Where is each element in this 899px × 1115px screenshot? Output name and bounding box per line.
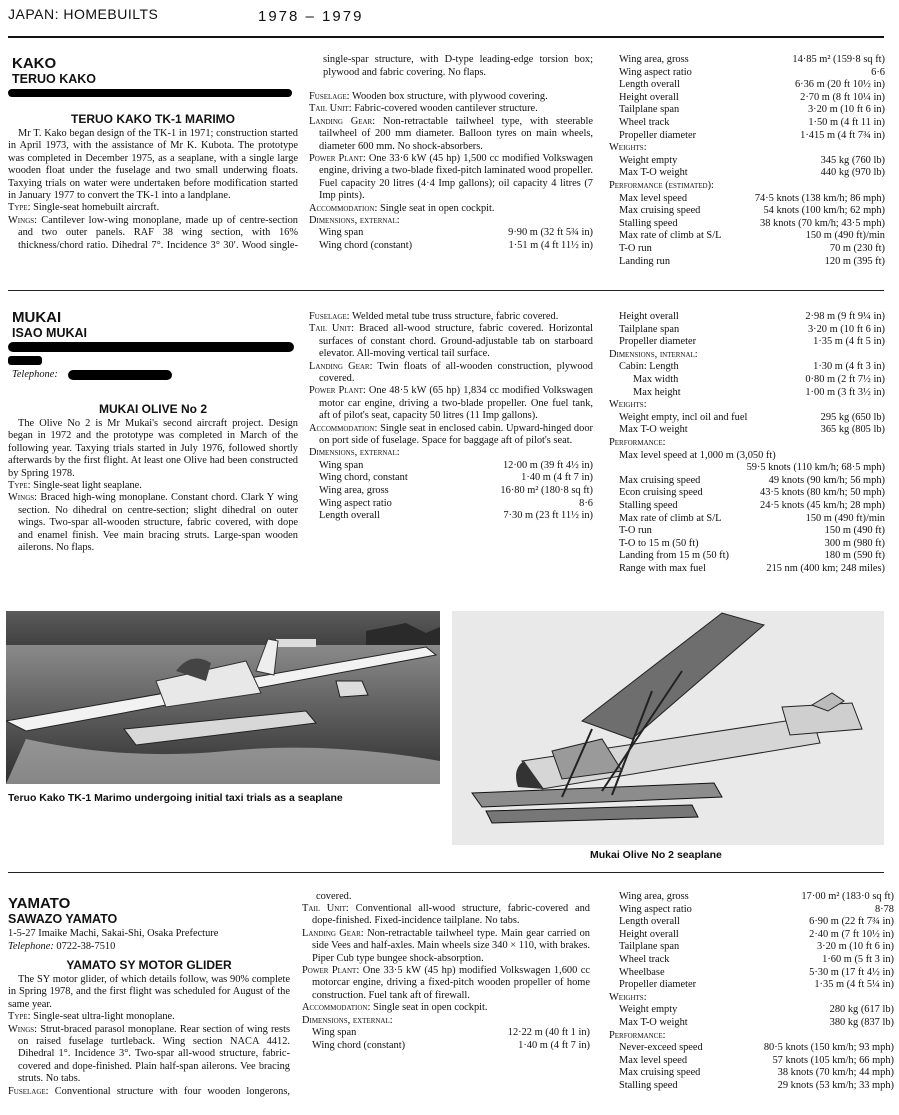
kako-wings-cont: single-spar structure, with D-type leading-edge torsion box; plywood and fabric covering. No flaps.	[323, 54, 593, 78]
company-heading-yamato: YAMATO	[8, 895, 71, 912]
spec-row: Stalling speed 38 knots (70 km/h; 43·5 mph)	[619, 217, 885, 229]
aircraft-title-yamato: YAMATO SY MOTOR GLIDER	[66, 958, 232, 972]
spec-row: Wheel track 1·50 m (4 ft 11 in)	[619, 116, 885, 128]
spec-row: Wing area, gross 17·00 m² (183·0 sq ft)	[619, 891, 894, 902]
spec-row: Wing area, gross 14·85 m² (159·8 sq ft)	[619, 54, 885, 65]
spec-row: Max height 1·00 m (3 ft 3½ in)	[633, 386, 885, 398]
mukai-dims-label: Dimensions, external:	[309, 447, 400, 459]
yamato-perf-label: Performance:	[609, 1029, 666, 1041]
kako-perf-label: Performance (estimated):	[609, 179, 714, 191]
spec-row: Never-exceed speed 80·5 knots (150 km/h; 93 mph)	[619, 1042, 894, 1054]
spec-row: Tailplane span 3·20 m (10 ft 6 in)	[619, 104, 885, 116]
spec-row: Max cruising speed 38 knots (70 km/h; 44 mph)	[619, 1067, 894, 1079]
spec-row: Wheelbase 5·30 m (17 ft 4½ in)	[619, 966, 894, 978]
spec-row: Max level speed 74·5 knots (138 km/h; 86 mph)	[619, 192, 885, 204]
yamato-weights-label: Weights:	[609, 991, 647, 1003]
running-head-section: JAPAN: HOMEBUILTS	[8, 6, 159, 22]
mukai-weights-label: Weights:	[609, 399, 647, 411]
spec-row: Max T-O weight 440 kg (970 lb)	[619, 167, 885, 179]
person-heading-mukai: ISAO MUKAI	[12, 326, 87, 340]
spec-row: 59·5 knots (110 km/h; 68·5 mph)	[746, 462, 885, 474]
yamato-telephone: Telephone: 0722-38-7510	[8, 941, 116, 952]
yamato-gear: Landing Gear: Non-retractable tailwheel type. Main gear carried on side Vees and half-axles. Main wheels size 340 × 110, with brakes. Piper Cub type bungee shock-absorption.	[302, 927, 590, 964]
spec-row: Stalling speed 29 knots (53 km/h; 33 mph)	[619, 1079, 894, 1091]
spec-row: Length overall 7·30 m (23 ft 11½ in)	[319, 510, 593, 522]
kako-body-left	[8, 128, 298, 252]
spec-row: Landing from 15 m (50 ft) 180 m (590 ft)	[619, 550, 885, 562]
spec-row: Wing span 9·90 m (32 ft 5¾ in)	[319, 227, 593, 239]
spec-row: Max level speed 57 knots (105 km/h; 66 mph)	[619, 1054, 894, 1066]
spec-row: Wing chord (constant) 1·51 m (4 ft 11½ in)	[319, 240, 593, 252]
spec-row: Weight empty, incl oil and fuel 295 kg (650 lb)	[619, 411, 885, 423]
spec-row: Wing chord (constant) 1·40 m (4 ft 7 in)	[312, 1039, 590, 1051]
yamato-tail: Tail Unit: Conventional all-wood structure, fabric-covered and dope-finished. Fixed-incidence tailplane. No tabs.	[302, 903, 590, 927]
redacted-telephone-mukai	[68, 370, 172, 380]
mukai-fuselage: Fuselage: Welded metal tube truss structure, fabric covered.	[309, 311, 559, 322]
spec-row: Wing chord, constant 1·40 m (4 ft 7 in)	[319, 472, 593, 484]
spec-row: Wing aspect ratio 6·6	[619, 66, 885, 78]
mukai-perf-label: Performance:	[609, 436, 666, 448]
company-heading-kako: KAKO	[12, 55, 57, 72]
spec-row: Max level speed at 1,000 m (3,050 ft)	[619, 449, 776, 461]
yamato-address: 1-5-27 Imaike Machi, Sakai-Shi, Osaka Prefecture	[8, 928, 219, 939]
spec-row: Max cruising speed 49 knots (90 km/h; 56 mph)	[619, 474, 885, 486]
spec-row: Wing span 12·22 m (40 ft 1 in)	[312, 1027, 590, 1039]
redacted-address-kako	[8, 89, 292, 97]
kako-gear: Landing Gear: Non-retractable tailwheel type, with steerable tailwheel of 200 mm diameter. Balloon tyres on main wheels, diameter 600 mm. No shock-absorbers.	[309, 115, 593, 152]
yamato-intro: The SY motor glider, of which details follow, was 90% complete in Spring 1978, and the first flight was scheduled for August of the same year.	[8, 974, 290, 1010]
person-heading-kako: TERUO KAKO	[12, 72, 97, 86]
section-rule	[8, 290, 884, 291]
spec-row: Wing span 12·00 m (39 ft 4½ in)	[319, 459, 593, 471]
mukai-intro: The Olive No 2 is Mr Mukai's second aircraft project. Design began in 1972 and the prototype was completed in March of the following year. Taxying trials started in July 1976, followed shortly afterwards by the first flight. At least one Olive had been constructed by Spring 1978.	[8, 418, 298, 479]
spec-row: Height overall 2·70 m (8 ft 10¼ in)	[619, 91, 885, 103]
kako-type: Type: Single-seat homebuilt aircraft.	[8, 202, 160, 214]
mukai-type: Type: Single-seat light seaplane.	[8, 480, 142, 492]
aircraft-title-mukai: MUKAI OLIVE No 2	[98, 402, 207, 416]
spec-row: Propeller diameter 1·415 m (4 ft 7¾ in)	[619, 129, 885, 141]
spec-row: Max rate of climb at S/L 150 m (490 ft)/min	[619, 512, 885, 524]
spec-row: Wing aspect ratio 8·78	[619, 903, 894, 915]
mukai-dims-int-label: Dimensions, internal:	[609, 348, 698, 360]
person-heading-yamato: SAWAZO YAMATO	[8, 912, 118, 926]
kako-weights-label: Weights:	[609, 142, 647, 154]
spec-row: T-O to 15 m (50 ft) 300 m (980 ft)	[619, 537, 885, 549]
kako-intro: Mr T. Kako began design of the TK-1 in 1971; construction started in April 1973, with the assistance of Mr K. Kubota. The prototype was completed in December 1975, as a seaplane, with a single large wooden float under the fuselage and two small underwing floats. Taxying trials on water were undertaken before modification started in January 1977 to convert the TK-1 into a landplane.	[8, 128, 298, 202]
running-head-years: 1978 – 1979	[258, 8, 364, 25]
spec-row: Length overall 6·36 m (20 ft 10½ in)	[619, 79, 885, 91]
aircraft-title-kako: TERUO KAKO TK-1 MARIMO	[71, 112, 235, 126]
yamato-power: Power Plant: One 33·5 kW (45 hp) modified Volkswagen 1,600 cc motorcar engine, driving a fixed-pitch wooden propeller of home construction. Fuel tank aft of firewall.	[302, 965, 591, 1001]
yamato-body-mid	[302, 891, 590, 1052]
spec-row: Weight empty 345 kg (760 lb)	[619, 154, 885, 166]
spec-row: Max width 0·80 m (2 ft 7½ in)	[633, 373, 885, 385]
spec-row: Wing area, gross 16·80 m² (180·8 sq ft)	[319, 485, 593, 497]
yamato-fuselage-cont: covered.	[316, 891, 352, 903]
spec-row: Max T-O weight 380 kg (837 lb)	[619, 1016, 894, 1028]
spec-row: Height overall 2·40 m (7 ft 10½ in)	[619, 928, 894, 940]
spec-row: Range with max fuel 215 nm (400 km; 248 miles)	[619, 562, 885, 574]
spec-row: T-O run 150 m (490 ft)	[619, 525, 885, 537]
kako-power: Power Plant: One 33·6 kW (45 hp) 1,500 cc modified Volkswagen engine, driving a two-blade fixed-pitch laminated wood propeller. Fuel capacity 20 litres (4·4 Imp gallons); oil capacity 4 litres (7 Imp pints).	[309, 153, 594, 202]
spec-row: Weight empty 280 kg (617 lb)	[619, 1004, 894, 1016]
spec-row: Stalling speed 24·5 knots (45 km/h; 28 mph)	[619, 499, 885, 511]
kako-wings: Wings: Cantilever low-wing monoplane, made up of centre-section and two outer panels. RAF 38 wing section, with 16% thickness/chord ratio. Dihedral 7°. Incidence 3° 30′. Wood single-	[8, 214, 298, 251]
kako-fuselage: Fuselage: Wooden box structure, with plywood covering.	[309, 91, 548, 102]
redacted-address-mukai	[8, 342, 294, 352]
seaplane-photo-illustration	[452, 611, 884, 845]
spec-row: Tailplane span 3·20 m (10 ft 6 in)	[619, 323, 885, 335]
yamato-fuselage: Fuselage: Conventional structure with four wooden longerons,	[8, 1085, 290, 1097]
spec-row: Wheel track 1·60 m (5 ft 3 in)	[619, 953, 894, 965]
spec-row: Econ cruising speed 43·5 knots (80 km/h; 50 mph)	[619, 487, 885, 499]
spec-row: Tailplane span 3·20 m (10 ft 6 in)	[619, 941, 894, 953]
header-rule	[8, 36, 884, 38]
mukai-gear: Landing Gear: Twin floats of all-wooden construction, plywood covered.	[309, 360, 593, 385]
photo-caption-mukai: Mukai Olive No 2 seaplane	[590, 849, 722, 861]
kako-specs-right	[609, 54, 885, 268]
yamato-dims-label: Dimensions, external:	[302, 1014, 393, 1026]
spec-row: Max T-O weight 365 kg (805 lb)	[619, 424, 885, 436]
yamato-body-left	[8, 974, 290, 1098]
kako-dims-mid	[309, 227, 593, 252]
redacted-address-mukai-2	[8, 356, 42, 365]
mukai-telephone-label: Telephone:	[12, 369, 58, 380]
mukai-specs-right	[609, 311, 885, 575]
spec-row: Height overall 2·98 m (9 ft 9¼ in)	[619, 311, 885, 322]
spec-row: Landing run 120 m (395 ft)	[619, 255, 885, 267]
mukai-power: Power Plant: One 48·5 kW (65 hp) 1,834 cc modified Volkswagen motor car engine, driving a two-blade propeller. One fuel tank, aft of pilot's seat, capacity 50 litres (11 Imp gallons).	[309, 385, 594, 422]
mukai-wings: Wings: Braced high-wing monoplane. Constant chord. Clark Y wing section. No dihedral on centre-section; slight dihedral on outer wings. Two-spar all-wooden structure, fabric covered, with dope and enamel finish. Vee main bracing struts. Large-span wooden ailerons. No flaps.	[8, 492, 298, 554]
spec-row: Length overall 6·90 m (22 ft 7¾ in)	[619, 916, 894, 928]
mukai-body-left	[8, 418, 298, 554]
yamato-accom: Accommodation: Single seat in open cockpit.	[302, 1002, 488, 1014]
yamato-specs-right	[609, 891, 894, 1093]
spec-row: Max rate of climb at S/L 150 m (490 ft)/min	[619, 230, 885, 242]
spec-row: Wing aspect ratio 8·6	[319, 497, 593, 509]
spec-row: Propeller diameter 1·35 m (4 ft 5¼ in)	[619, 979, 894, 991]
yamato-dims-mid	[302, 1027, 590, 1052]
seaplane-photo-illustration	[6, 611, 440, 784]
mukai-tail: Tail Unit: Braced all-wood structure, fabric covered. Horizontal surfaces of constant chord. Ground-adjustable tab on starboard elevator. All-moving vertical tail surface.	[309, 323, 594, 360]
yamato-wings: Wings: Strut-braced parasol monoplane. Rear section of wing rests on raised fuselage turtleback. Wing section NACA 4412. Dihedral 1°. Incidence 3°. Two-spar all-wood structure, fabric-covered and dope-finished. Plain half-span ailerons. Vee bracing struts. No tabs.	[8, 1023, 290, 1085]
mukai-body-mid	[309, 311, 593, 523]
photo-caption-kako: Teruo Kako TK-1 Marimo undergoing initial taxi trials as a seaplane	[8, 792, 343, 804]
mukai-accom: Accommodation: Single seat in enclosed cabin. Upward-hinged door on port side of fuselage. Space for baggage aft of pilot's seat.	[309, 422, 593, 447]
spec-row: Max cruising speed 54 knots (100 km/h; 62 mph)	[619, 205, 885, 217]
kako-body-mid	[309, 54, 593, 253]
section-rule	[8, 872, 884, 873]
mukai-dims-mid	[309, 460, 593, 523]
spec-row: Cabin: Length 1·30 m (4 ft 3 in)	[619, 361, 885, 373]
kako-tail: Tail Unit: Fabric-covered wooden cantilever structure.	[309, 103, 538, 115]
kako-dims-label: Dimensions, external:	[309, 215, 400, 227]
spec-row: Propeller diameter 1·35 m (4 ft 5 in)	[619, 336, 885, 348]
company-heading-mukai: MUKAI	[12, 309, 62, 326]
photo-kako-tk1	[6, 611, 440, 784]
kako-accom: Accommodation: Single seat in open cockpit.	[309, 202, 495, 214]
photo-mukai-olive	[452, 611, 884, 845]
spec-row: T-O run 70 m (230 ft)	[619, 242, 885, 254]
yamato-type: Type: Single-seat ultra-light monoplane.	[8, 1011, 175, 1023]
